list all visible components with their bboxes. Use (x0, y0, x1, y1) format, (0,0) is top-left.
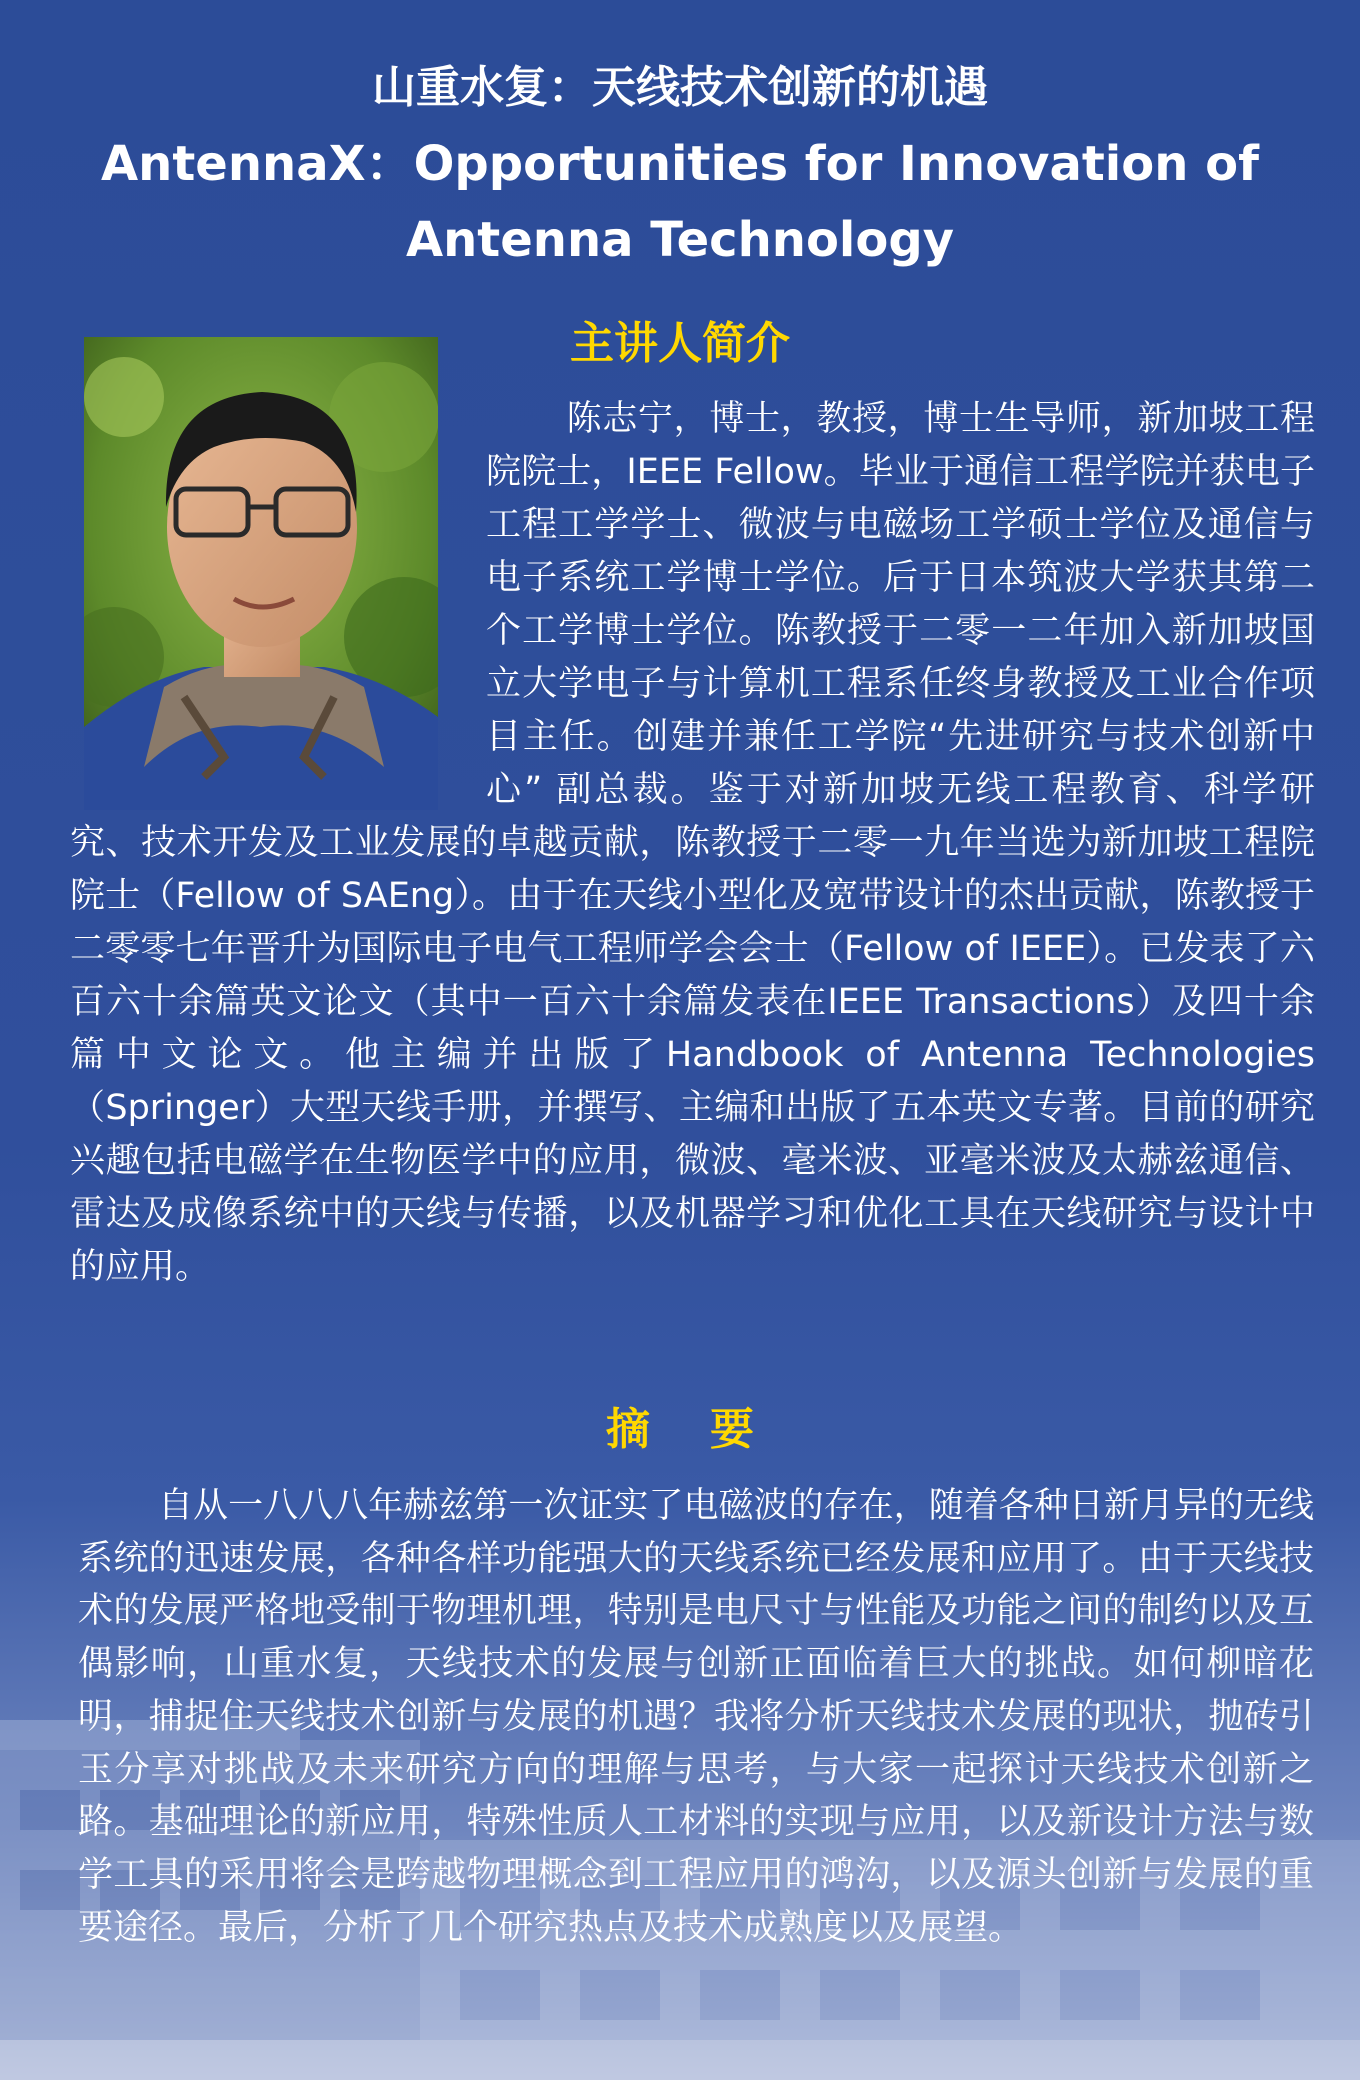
speaker-section-title: 主讲人简介 (570, 318, 790, 369)
speaker-bio-text: 陈志宁，博士，教授，博士生导师，新加坡工程院院士，IEEE Fellow。毕业于通信工程学院并获电子工程工学学士、微波与电磁场工学硕士学位及通信与电子系统工学博士学位。后于日本筑波大学获其第二个工学博士学位。陈教授于二零一二年加入新加坡国立大学电子与计算机工程系任终身教授及工业合作项目主任。创建并兼任工学院“先进研究与技术创新中心” 副总裁。鉴于对新加坡无线工程教育、科学研究、技术开发及工业发展的卓越贡献，陈教授于二零一九年当选为新加坡工程院院士（Fellow of SAEng）。由于在天线小型化及宽带设计的杰出贡献，陈教授于二零零七年晋升为国际电子电气工程师学会会士（Fellow of IEEE）。已发表了六百六十余篇英文论文（其中一百六十余篇发表在IEEE Transactions）及四十余篇中文论文。他主编并出版了Handbook of Antenna Technologies（Springer）大型天线手册，并撰写、主编和出版了五本英文专著。目前的研究兴趣包括电磁学在生物医学中的应用，微波、毫米波、亚毫米波及太赫兹通信、雷达及成像系统中的天线与传播，以及机器学习和优化工具在天线研究与设计中的应用。 (70, 399, 1315, 1287)
abstract-section-title (0, 1402, 1360, 1458)
abstract-title-char-2: 要 (710, 1404, 814, 1455)
title-english: AntennaX：Opportunities for Innovation of Antenna Technology (101, 136, 1259, 268)
portrait-spacer (70, 393, 486, 817)
speaker-bio (70, 393, 1315, 1294)
abstract-title-char-1: 摘 (606, 1404, 710, 1455)
abstract-body-text: 自从一八八八年赫兹第一次证实了电磁波的存在，随着各种日新月异的无线系统的迅速发展，各种各样功能强大的天线系统已经发展和应用了。由于天线技术的发展严格地受制于物理机理，特别是电尺寸与性能及功能之间的制约以及互偶影响，山重水复，天线技术的发展与创新正面临着巨大的挑战。如何柳暗花明，捕捉住天线技术创新与发展的机遇？我将分析天线技术发展的现状，抛砖引玉分享对挑战及未来研究方向的理解与思考，与大家一起探讨天线技术创新之路。基础理论的新应用，特殊性质人工材料的实现与应用，以及新设计方法与数学工具的采用将会是跨越物理概念到工程应用的鸿沟，以及源头创新与发展的重要途径。最后，分析了几个研究热点及技术成熟度以及展望。 (78, 1486, 1314, 1948)
abstract-body (78, 1480, 1314, 1954)
title-chinese: 山重水复：天线技术创新的机遇 (372, 62, 988, 113)
